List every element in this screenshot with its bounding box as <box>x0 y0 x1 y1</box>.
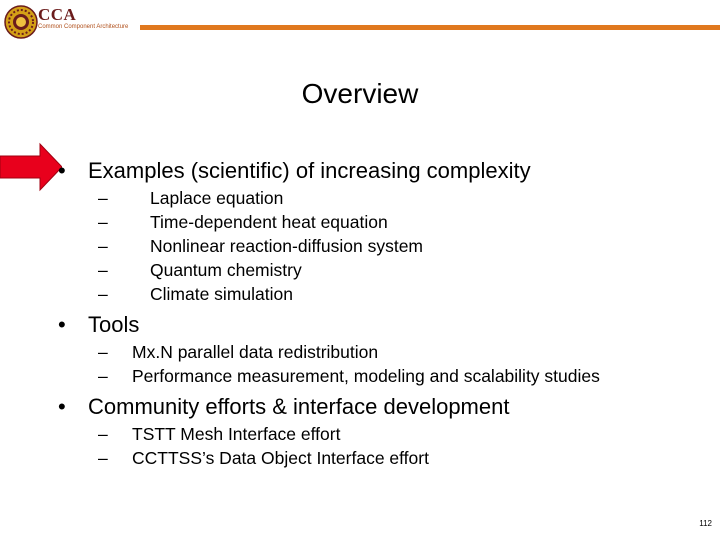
sub-list <box>88 422 600 474</box>
sub-item: – TSTT Mesh Interface effort <box>98 424 341 444</box>
sub-list <box>88 186 600 310</box>
logo-name: CCA <box>38 5 77 24</box>
sub-item: – Laplace equation <box>98 188 284 208</box>
sub-item: – Performance measurement, modeling and scalability studies <box>98 366 600 386</box>
bullet-examples <box>58 156 600 310</box>
sub-item: – Quantum chemistry <box>98 260 302 280</box>
sub-list <box>88 340 600 392</box>
bullet-symbol: • <box>58 312 66 337</box>
red-arrow-icon <box>0 142 62 192</box>
bullet-symbol: • <box>58 158 66 183</box>
page-number: 112 <box>699 519 712 528</box>
sub-item: – CCTTSS’s Data Object Interface effort <box>98 448 429 468</box>
cca-logo-icon <box>4 5 38 39</box>
bullet-tools <box>58 310 600 392</box>
sub-item: – Nonlinear reaction-diffusion system <box>98 236 424 256</box>
header-rule <box>140 25 720 30</box>
bullet-list <box>58 156 600 474</box>
sub-item: – Time-dependent heat equation <box>98 212 388 232</box>
bullet-community <box>58 392 600 474</box>
logo-subtitle: Common Component Architecture <box>38 24 129 30</box>
sub-item: – Mx.N parallel data redistribution <box>98 342 379 362</box>
sub-item: – Climate simulation <box>98 284 293 304</box>
slide-title: Overview <box>301 78 419 109</box>
bullet-text: Tools <box>88 312 140 337</box>
bullet-text: Examples (scientific) of increasing complexity <box>88 158 531 183</box>
bullet-symbol: • <box>58 394 66 419</box>
bullet-text: Community efforts & interface development <box>88 394 510 419</box>
